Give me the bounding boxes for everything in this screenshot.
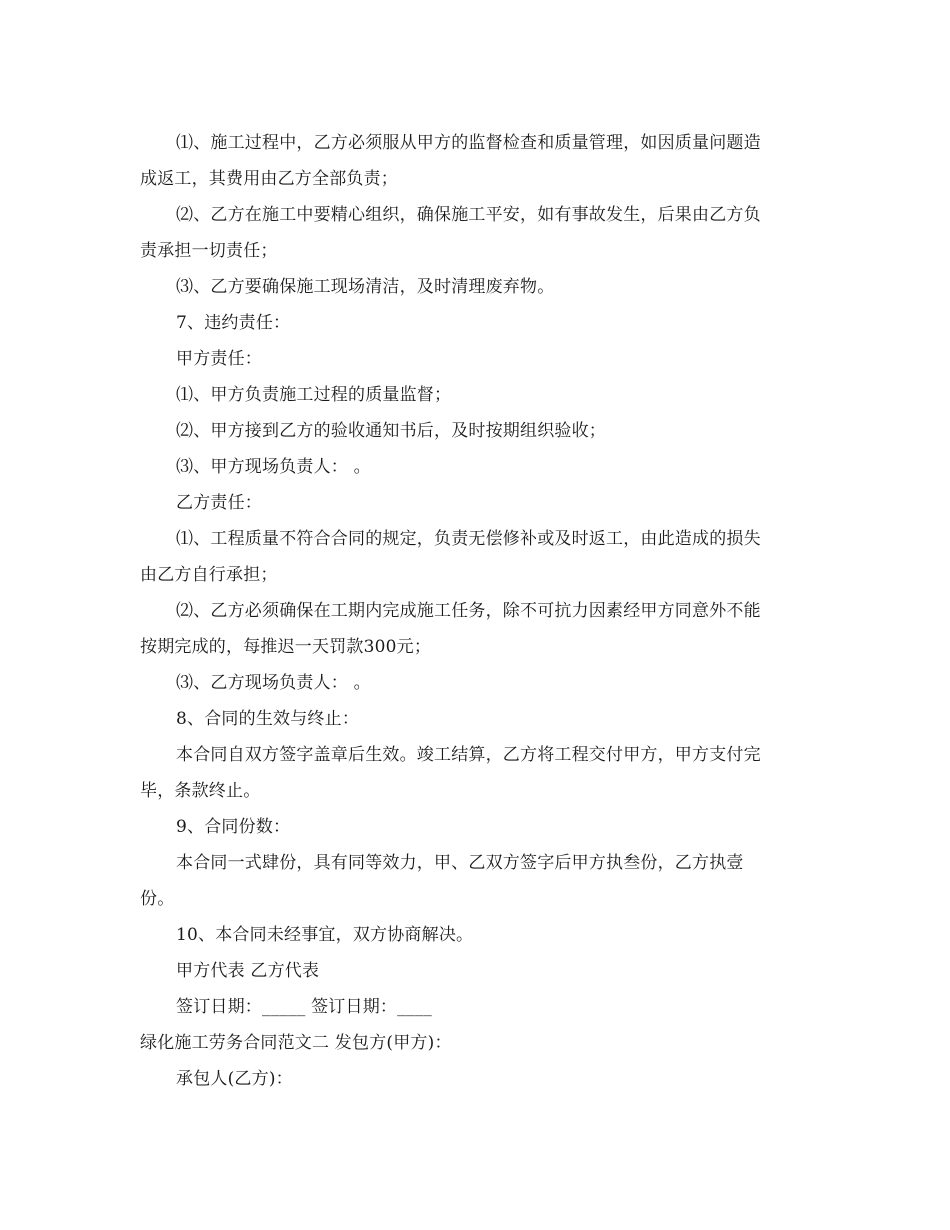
- clause-7a-1: ⑴、甲方负责施工过程的质量监督；: [176, 385, 452, 405]
- section-7-heading: 7、违约责任：: [176, 313, 291, 333]
- clause-7b-2-line-2: 按期完成的，每推迟一天罚款300元；: [140, 637, 432, 657]
- clause-6-2-line-1: ⑵、乙方在施工中要精心组织，确保施工平安，如有事故发生，后果由乙方负: [176, 205, 761, 225]
- clause-7a-2: ⑵、甲方接到乙方的验收通知书后，及时按期组织验收；: [176, 421, 606, 441]
- clause-7b-1-line-2: 由乙方自行承担；: [140, 565, 278, 585]
- section-8-body-line-2: 毕，条款终止。: [140, 781, 261, 801]
- representatives-line: 甲方代表 乙方代表: [176, 961, 320, 981]
- section-9-heading: 9、合同份数：: [176, 817, 291, 837]
- clause-7b-1-line-1: ⑴、工程质量不符合合同的规定，负责无偿修补或及时返工，由此造成的损失: [176, 529, 761, 549]
- clause-7b-3: ⑶、乙方现场负责人： 。: [176, 673, 371, 693]
- contractor-party-b-line: 承包人(乙方)：: [176, 1069, 293, 1089]
- clause-7a-3: ⑶、甲方现场负责人： 。: [176, 457, 371, 477]
- party-b-responsibility-heading: 乙方责任：: [176, 493, 262, 513]
- party-a-responsibility-heading: 甲方责任：: [176, 349, 262, 369]
- sample-two-title-line: 绿化施工劳务合同范文二 发包方(甲方)：: [140, 1033, 452, 1053]
- section-10: 10、本合同未经事宜，双方协商解决。: [176, 925, 474, 945]
- signing-date-line: 签订日期：_____ 签订日期：____: [176, 997, 432, 1017]
- clause-6-2-line-2: 责承担一切责任；: [140, 241, 278, 261]
- section-8-heading: 8、合同的生效与终止：: [176, 709, 360, 729]
- clause-6-3: ⑶、乙方要确保施工现场清洁，及时清理废弃物。: [176, 277, 555, 297]
- clause-7b-2-line-1: ⑵、乙方必须确保在工期内完成施工任务，除不可抗力因素经甲方同意外不能: [176, 601, 761, 621]
- clause-6-1-line-1: ⑴、施工过程中，乙方必须服从甲方的监督检查和质量管理，如因质量问题造: [176, 133, 761, 153]
- section-9-body-line-1: 本合同一式肆份，具有同等效力，甲、乙双方签字后甲方执叁份，乙方执壹: [176, 853, 744, 873]
- section-8-body-line-1: 本合同自双方签字盖章后生效。竣工结算，乙方将工程交付甲方，甲方支付完: [176, 745, 761, 765]
- section-9-body-line-2: 份。: [140, 889, 175, 909]
- clause-6-1-line-2: 成返工，其费用由乙方全部负责；: [140, 169, 398, 189]
